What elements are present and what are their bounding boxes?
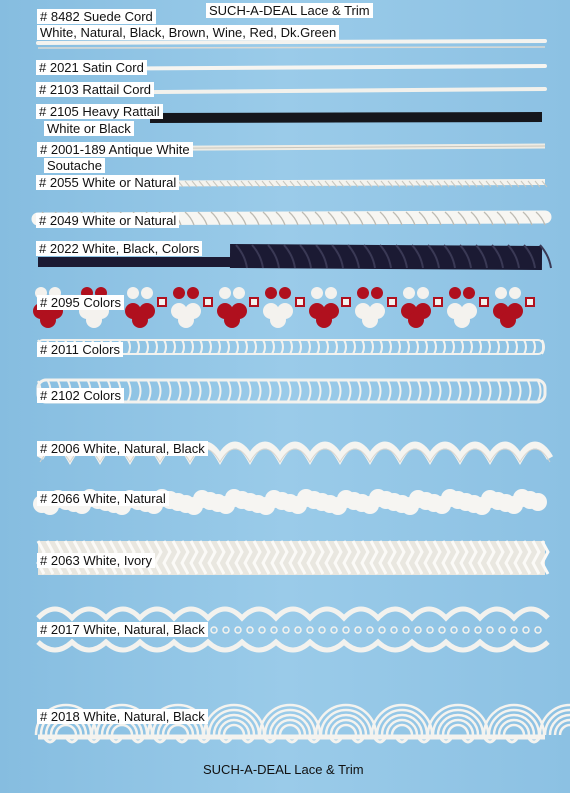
trim-2105 [150, 117, 542, 118]
item-label-2018: # 2018 White, Natural, Black [37, 709, 208, 724]
item-label-2017: # 2017 White, Natural, Black [37, 622, 208, 637]
footer-title: SUCH-A-DEAL Lace & Trim [203, 762, 364, 777]
item-label-2001-189: # 2001-189 Antique White [37, 142, 193, 157]
item-label-2006: # 2006 White, Natural, Black [37, 441, 208, 456]
item-label-2066: # 2066 White, Natural [37, 491, 169, 506]
trim-8482 [38, 41, 545, 48]
item-label-2011: # 2011 Colors [37, 342, 123, 357]
item-label-2022: # 2022 White, Black, Colors [36, 241, 202, 256]
item-label-2021: # 2021 Satin Cord [36, 60, 147, 75]
item-label-2049: # 2049 White or Natural [36, 213, 179, 228]
item-label-8482: # 8482 Suede Cord [37, 9, 156, 24]
item-label-2095: # 2095 Colors [37, 295, 124, 310]
item-label-2105: # 2105 Heavy Rattail [36, 104, 163, 119]
item-label-2103: # 2103 Rattail Cord [36, 82, 154, 97]
item-label-2055: # 2055 White or Natural [36, 175, 179, 190]
item-label-2102: # 2102 Colors [37, 388, 124, 403]
item-sub-2105: White or Black [44, 121, 134, 136]
item-label-2063: # 2063 White, Ivory [37, 553, 155, 568]
item-sub-8482: White, Natural, Black, Brown, Wine, Red, Dk.Green [37, 25, 339, 40]
item-sub-2001-189: Soutache [44, 158, 105, 173]
header-title: SUCH-A-DEAL Lace & Trim [206, 3, 373, 18]
